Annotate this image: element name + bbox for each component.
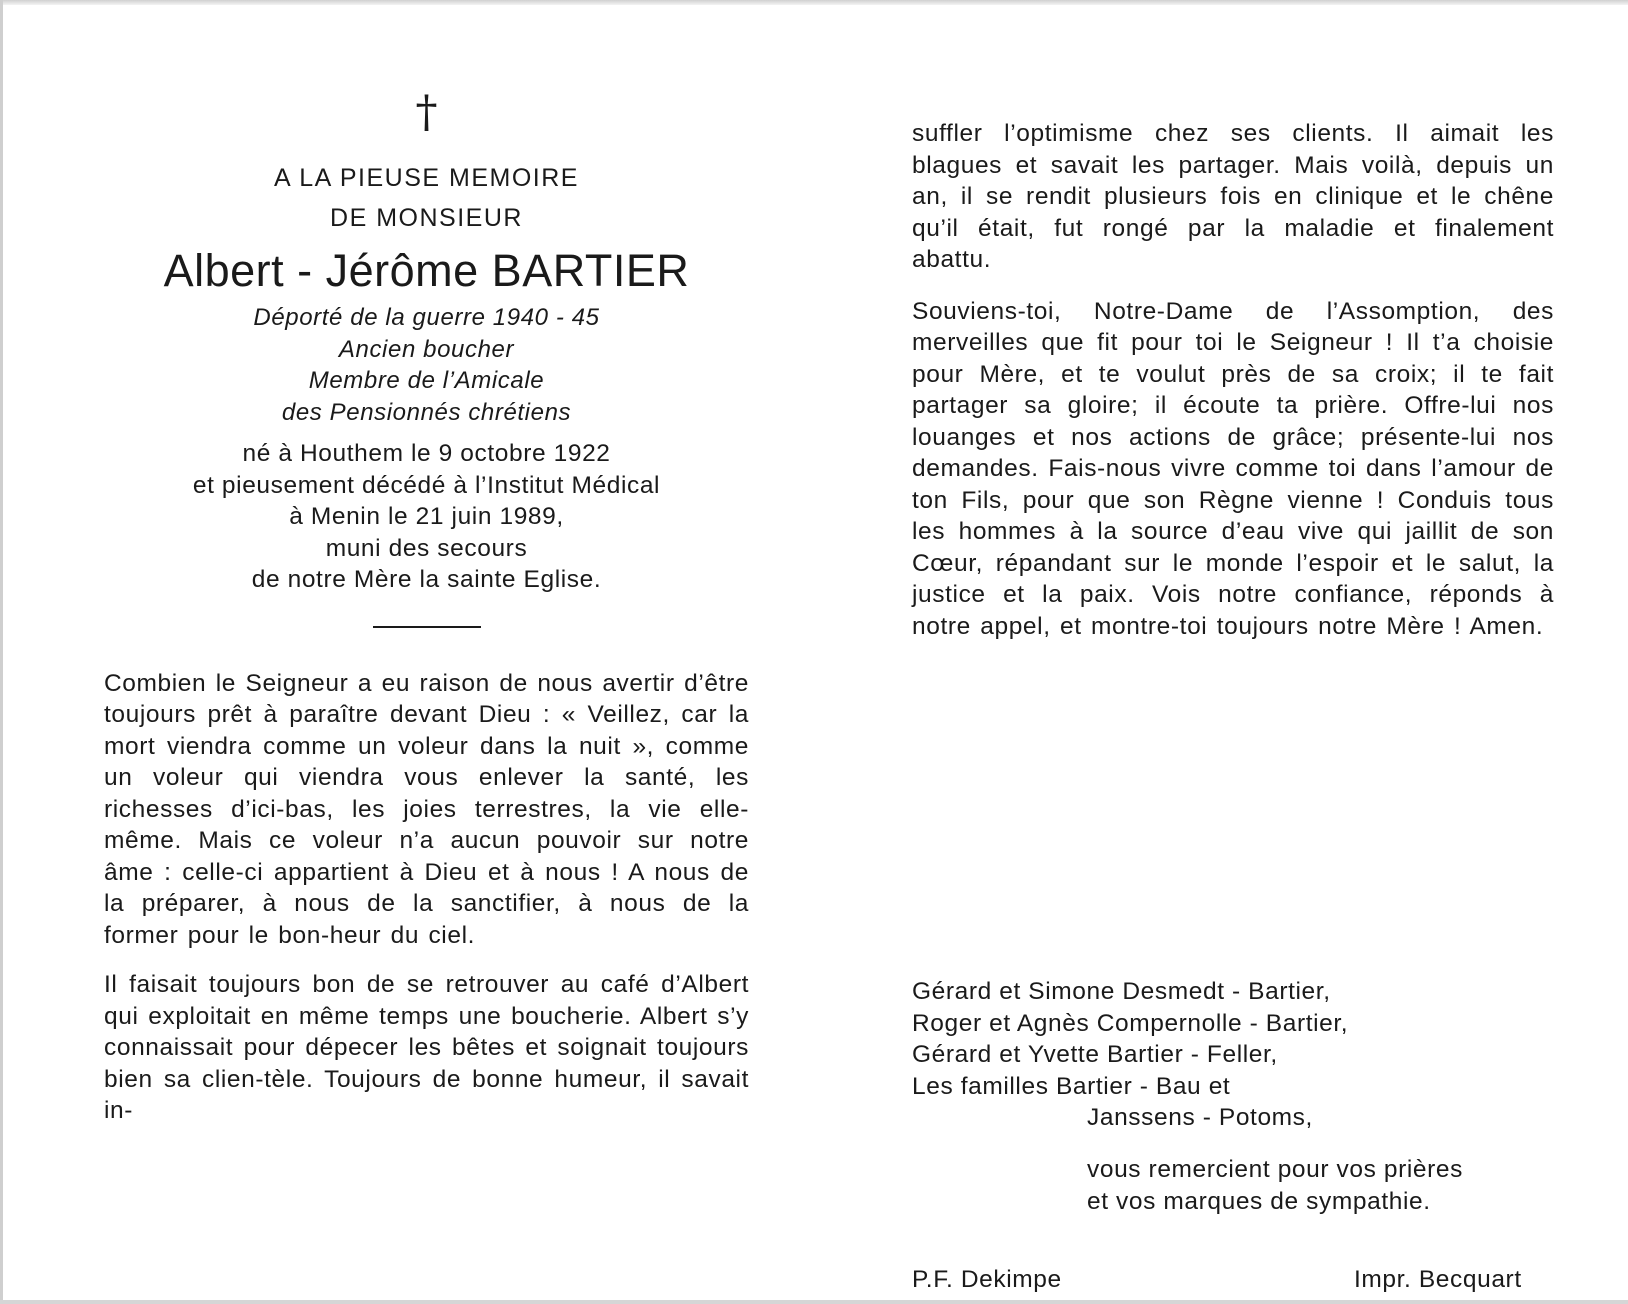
family-line: Gérard et Yvette Bartier - Feller, [912, 1041, 1278, 1068]
life-line: né à Houthem le 9 octobre 1922 [242, 440, 611, 467]
title-line: Déporté de la guerre 1940 - 45 [253, 304, 600, 331]
life-line: et pieusement décédé à l’Institut Médical [192, 471, 661, 499]
paragraph-left-2: Il faisait toujours bon de se retrouver au café d’Albert qui exploitait en même temps une boucherie. Albert s’y connaissait pour dépecer les bêtes et soignait toujours bien sa clien-tèle. Toujours de bonne humeur, il savait in- [104, 971, 749, 1124]
printer-credit: Impr. Becquart [1354, 1266, 1522, 1293]
family-line: Roger et Agnès Compernolle - Bartier, [912, 1009, 1349, 1037]
cross-icon: † [415, 87, 438, 138]
life-line: de notre Mère la sainte Eglise. [251, 566, 602, 593]
scan-edge-top [0, 0, 1628, 5]
prayer-paragraph: Souviens-toi, Notre-Dame de l’Assomption, des merveilles que fit pour toi le Seigneur ! Il t’a choisie pour Mère, et te voulut près de sa croix; il te fait partager sa gloire; il écoute ta prière. Offre-lui nos louanges et nos actions de grâce; présente-lui nos demandes. Fais-nous vivre comme toi dans l’amour de ton Fils, pour que son Règne vienne ! Conduis tous les hommes à la source d’eau vive qui jaillit de son Cœur, répandant sur le monde l’espoir et le salut, la justice et la paix. Vois notre confiance, réponds à notre appel, et montre-toi toujours notre Mère ! Amen. [912, 297, 1554, 640]
family-list [912, 976, 1572, 1134]
title-line: Membre de l’Amicale [308, 367, 545, 394]
title-line: des Pensionnés chrétiens [281, 398, 572, 426]
memorial-heading: A LA PIEUSE MEMOIRE [274, 164, 579, 192]
deceased-name: Albert - Jérôme BARTIER [163, 245, 690, 296]
life-line: à Menin le 21 juin 1989, [289, 503, 564, 530]
thanks-block [1087, 1154, 1567, 1217]
right-column [912, 118, 1554, 642]
life-line: muni des secours [325, 534, 528, 562]
family-line: Janssens - Potoms, [1087, 1104, 1313, 1131]
family-line: Gérard et Simone Desmedt - Bartier, [912, 978, 1331, 1005]
thanks-line: et vos marques de sympathie. [1087, 1187, 1431, 1215]
family-line: Les familles Bartier - Bau et [912, 1072, 1231, 1100]
scan-edge-left [0, 0, 3, 1304]
paragraph-left-1: Combien le Seigneur a eu raison de nous avertir d’être toujours prêt à paraître devant Dieu : « Veillez, car la mort viendra comme un voleur dans la nuit », comme un voleur qui viendra vous enlever la santé, les richesses d’ici-bas, les joies terrestres, la vie elle-même. Mais ce voleur n’a aucun pouvoir sur notre âme : celle-ci appartient à Dieu et à nous ! A nous de la préparer, à nous de la sanctifier, à nous de la former pour le bon-heur du ciel. [104, 669, 749, 949]
life-dates-block [104, 438, 749, 596]
thanks-line: vous remercient pour vos prières [1087, 1156, 1463, 1183]
title-line: Ancien boucher [338, 335, 515, 363]
divider [373, 626, 481, 628]
memorial-subheading: DE MONSIEUR [330, 204, 523, 232]
funeral-director: P.F. Dekimpe [912, 1266, 1062, 1293]
titles-block [104, 302, 749, 428]
left-column [104, 88, 749, 1127]
paragraph-right-1: suffler l’optimisme chez ses clients. Il aimait les blagues et savait les partager. Mais voilà, depuis un an, il se rendit plusieurs fois en clinique et le chêne qu’il était, fut rongé par la maladie et finalement abattu. [912, 120, 1554, 273]
scan-edge-bottom [0, 1300, 1628, 1304]
